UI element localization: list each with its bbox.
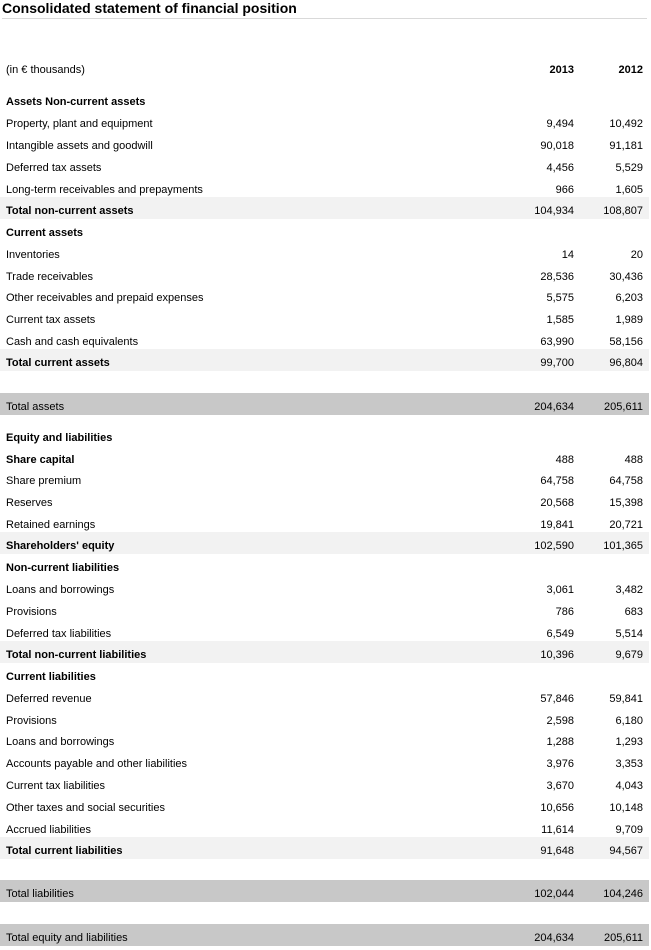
value-2012: 10,492 (609, 118, 643, 130)
value-2013: 786 (555, 606, 574, 618)
row-label: Cash and cash equivalents (6, 336, 139, 348)
row-label: Reserves (6, 497, 53, 509)
value-2013: 204,634 (534, 401, 574, 413)
value-2013: 3,061 (546, 584, 574, 596)
value-2012: 9,709 (615, 824, 643, 836)
value-2013: 5,575 (546, 292, 574, 304)
statement-row (0, 924, 649, 946)
row-label: Total current assets (6, 357, 110, 369)
section-heading-row (0, 670, 649, 686)
value-2012: 205,611 (604, 932, 643, 944)
value-2012: 4,043 (615, 780, 643, 792)
value-2012: 5,514 (615, 628, 643, 640)
column-header-row (0, 64, 649, 80)
statement-row (0, 161, 649, 177)
value-2012: 3,353 (615, 758, 643, 770)
statement-row (0, 837, 649, 859)
row-label: Trade receivables (6, 271, 94, 283)
row-label: Other taxes and social securities (6, 802, 165, 814)
statement-row (0, 605, 649, 621)
value-2012: 488 (624, 454, 643, 466)
value-2013: 20,568 (540, 497, 574, 509)
row-label: Share premium (6, 475, 82, 487)
statement-row (0, 801, 649, 817)
value-2013: 9,494 (546, 118, 574, 130)
statement-row (0, 880, 649, 902)
row-label: Total liabilities (6, 888, 74, 900)
statement-row (0, 714, 649, 730)
value-2013: 11,614 (541, 824, 574, 836)
row-label: Total non-current liabilities (6, 649, 147, 661)
value-2012: 3,482 (615, 584, 643, 596)
value-2013: 6,549 (546, 628, 574, 640)
statement-row (0, 583, 649, 599)
row-label: Accrued liabilities (6, 824, 91, 836)
row-label: Intangible assets and goodwill (6, 140, 153, 152)
statement-row (0, 474, 649, 490)
section-heading-row (0, 95, 649, 111)
statement-row (0, 453, 649, 469)
value-2012: 30,436 (609, 271, 643, 283)
value-2013: 99,700 (540, 357, 574, 369)
row-label: Deferred tax assets (6, 162, 102, 174)
value-2013: 91,648 (540, 845, 574, 857)
value-2013: 14 (561, 249, 574, 261)
statement-row (0, 248, 649, 264)
row-label: Retained earnings (6, 519, 96, 531)
row-label: Accounts payable and other liabilities (6, 758, 188, 770)
row-label: Non-current liabilities (6, 562, 120, 574)
value-2013: 104,934 (534, 205, 574, 217)
row-label: Current assets (6, 227, 84, 239)
row-label: Property, plant and equipment (6, 118, 153, 130)
statement-row (0, 532, 649, 554)
statement-row (0, 735, 649, 751)
row-label: Current liabilities (6, 671, 96, 683)
value-2012: 64,758 (609, 475, 643, 487)
unit-label: (in € thousands) (6, 64, 85, 76)
value-2013: 966 (555, 184, 574, 196)
section-heading-row (0, 226, 649, 242)
row-label: Total non-current assets (6, 205, 134, 217)
row-label: Total current liabilities (6, 845, 123, 857)
value-2012: 1,989 (615, 314, 643, 326)
value-2013: 63,990 (540, 336, 574, 348)
statement-row (0, 496, 649, 512)
value-2012: 96,804 (609, 357, 643, 369)
row-label: Total assets (6, 401, 65, 413)
row-label: Loans and borrowings (6, 584, 115, 596)
statement-row (0, 313, 649, 329)
value-2013: 488 (555, 454, 574, 466)
statement-row (0, 291, 649, 307)
statement-row (0, 757, 649, 773)
value-2013: 10,396 (540, 649, 574, 661)
row-label: Other receivables and prepaid expenses (6, 292, 204, 304)
value-2013: 10,656 (540, 802, 574, 814)
value-2013: 57,846 (540, 693, 574, 705)
value-2013: 19,841 (540, 519, 574, 531)
value-2013: 3,670 (546, 780, 574, 792)
value-2013: 64,758 (540, 475, 574, 487)
row-label: Shareholders' equity (6, 540, 115, 552)
statement-row (0, 270, 649, 286)
row-label: Current tax liabilities (6, 780, 106, 792)
value-2013: 3,976 (546, 758, 574, 770)
row-label: Inventories (6, 249, 60, 261)
value-2013: 1,288 (546, 736, 574, 748)
value-2013: 102,590 (534, 540, 574, 552)
row-label: Share capital (6, 454, 75, 466)
value-2012: 5,529 (615, 162, 643, 174)
statement-row (0, 641, 649, 663)
value-2013: 2,598 (546, 715, 574, 727)
value-2012: 10,148 (609, 802, 643, 814)
row-label: Assets Non-current assets (6, 96, 146, 108)
value-2012: 108,807 (603, 205, 643, 217)
value-2012: 58,156 (609, 336, 643, 348)
value-2012: 9,679 (615, 649, 643, 661)
value-2012: 683 (624, 606, 643, 618)
statement-row (0, 779, 649, 795)
row-label: Equity and liabilities (6, 432, 113, 444)
value-2012: 15,398 (609, 497, 643, 509)
row-label: Provisions (6, 606, 57, 618)
statement-row (0, 117, 649, 133)
value-2012: 6,180 (615, 715, 643, 727)
statement-row (0, 692, 649, 708)
value-2012: 20 (630, 249, 643, 261)
value-2013: 90,018 (540, 140, 574, 152)
value-2012: 1,605 (615, 184, 643, 196)
column-header-2013: 2013 (549, 64, 574, 76)
value-2013: 204,634 (534, 932, 574, 944)
value-2012: 20,721 (609, 519, 643, 531)
row-label: Deferred revenue (6, 693, 92, 705)
value-2013: 4,456 (546, 162, 574, 174)
value-2013: 1,585 (546, 314, 574, 326)
section-heading-row (0, 561, 649, 577)
value-2012: 94,567 (609, 845, 643, 857)
row-label: Total equity and liabilities (6, 932, 128, 944)
row-label: Current tax assets (6, 314, 96, 326)
value-2012: 91,181 (609, 140, 643, 152)
value-2012: 205,611 (604, 401, 643, 413)
statement-row (0, 139, 649, 155)
value-2012: 104,246 (603, 888, 643, 900)
column-header-2012: 2012 (618, 64, 643, 76)
value-2012: 101,365 (603, 540, 643, 552)
statement-row (0, 393, 649, 415)
statement-row (0, 349, 649, 371)
statement-row (0, 197, 649, 219)
row-label: Deferred tax liabilities (6, 628, 112, 640)
statement-title: Consolidated statement of financial position (2, 0, 647, 19)
value-2013: 28,536 (540, 271, 574, 283)
value-2013: 102,044 (534, 888, 574, 900)
value-2012: 59,841 (609, 693, 643, 705)
value-2012: 1,293 (615, 736, 643, 748)
section-heading-row (0, 431, 649, 447)
row-label: Provisions (6, 715, 57, 727)
value-2012: 6,203 (615, 292, 643, 304)
row-label: Loans and borrowings (6, 736, 115, 748)
row-label: Long-term receivables and prepayments (6, 184, 203, 196)
